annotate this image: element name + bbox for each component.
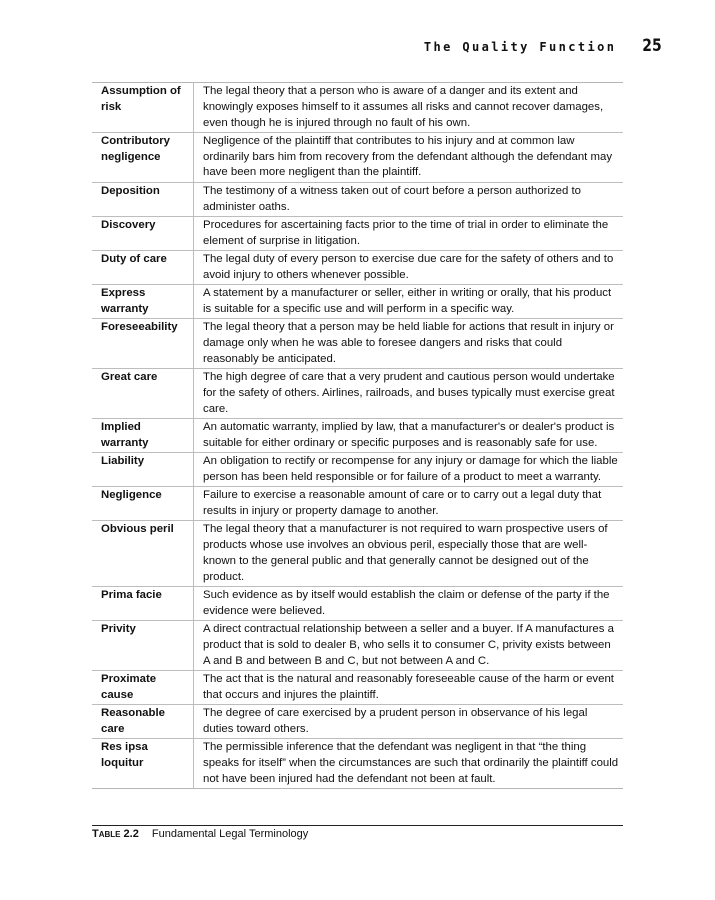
- term-cell: Implied warranty: [92, 418, 194, 452]
- page-number: 25: [642, 36, 662, 56]
- table-row: [92, 285, 623, 319]
- table-row: [92, 250, 623, 284]
- table-row: [92, 739, 623, 789]
- definition-cell: Negligence of the plaintiff that contributes to his injury and at common law ordinarily bars him from recovery from the defendant although the defendant may have been more negligent than the plaintiff.: [194, 132, 624, 182]
- definition-cell: Failure to exercise a reasonable amount of care or to carry out a legal duty that results in injury or property damage to another.: [194, 487, 624, 521]
- caption-text: Fundamental Legal Terminology: [151, 828, 309, 840]
- table-row: [92, 586, 623, 620]
- caption-label: Table 2.2: [92, 828, 139, 840]
- table-row: [92, 132, 623, 182]
- table-row: [92, 453, 623, 487]
- caption-divider: [92, 825, 623, 826]
- table-row: [92, 621, 623, 671]
- term-cell: Foreseeability: [92, 319, 194, 369]
- definition-cell: A statement by a manufacturer or seller, either in writing or orally, that his product is suitable for a specific use and will perform in a specific way.: [194, 285, 624, 319]
- table-row: [92, 521, 623, 587]
- table-row: [92, 319, 623, 369]
- term-cell: Res ipsa loquitur: [92, 739, 194, 789]
- term-cell: Privity: [92, 621, 194, 671]
- table-row: [92, 216, 623, 250]
- table-caption: [92, 827, 308, 841]
- table-row: [92, 487, 623, 521]
- term-cell: Contributory negligence: [92, 132, 194, 182]
- term-cell: Negligence: [92, 487, 194, 521]
- table-row: [92, 369, 623, 419]
- table-row: [92, 182, 623, 216]
- term-cell: Discovery: [92, 216, 194, 250]
- definition-cell: An automatic warranty, implied by law, that a manufacturer's or dealer's product is suitable for either ordinary or specific purposes and is reasonably safe for use.: [194, 418, 624, 452]
- definition-cell: The legal theory that a person may be held liable for actions that result in injury or damage only when he was able to foresee dangers and risks that could reasonably be anticipated.: [194, 319, 624, 369]
- term-cell: Express warranty: [92, 285, 194, 319]
- definition-cell: Procedures for ascertaining facts prior to the time of trial in order to eliminate the element of surprise in litigation.: [194, 216, 624, 250]
- term-cell: Proximate cause: [92, 670, 194, 704]
- definition-cell: The degree of care exercised by a prudent person in observance of his legal duties toward others.: [194, 704, 624, 738]
- definition-cell: The high degree of care that a very prudent and cautious person would undertake for the safety of others. Airlines, railroads, and buses typically must exercise great care.: [194, 369, 624, 419]
- term-cell: Obvious peril: [92, 521, 194, 587]
- definition-cell: An obligation to rectify or recompense for any injury or damage for which the liable person has been held responsible or for failure of a product to meet a warranty.: [194, 453, 624, 487]
- chapter-title: The Quality Function: [423, 40, 617, 54]
- definition-cell: The legal theory that a manufacturer is not required to warn prospective users of products whose use involves an obvious peril, especially those that are well-known to the general public and that generally cannot be designed out of the product.: [194, 521, 624, 587]
- term-cell: Great care: [92, 369, 194, 419]
- table-row: [92, 704, 623, 738]
- definition-cell: Such evidence as by itself would establish the claim or defense of the party if the evidence were believed.: [194, 586, 624, 620]
- definition-cell: The legal duty of every person to exercise due care for the safety of others and to avoid injury to others whenever possible.: [194, 250, 624, 284]
- term-cell: Prima facie: [92, 586, 194, 620]
- legal-terminology-table: [92, 82, 623, 789]
- term-cell: Liability: [92, 453, 194, 487]
- term-cell: Reasonable care: [92, 704, 194, 738]
- definition-cell: A direct contractual relationship between a seller and a buyer. If A manufactures a product that is sold to dealer B, who sells it to consumer C, privity exists between A and B and between B and C, but not between A and C.: [194, 621, 624, 671]
- term-cell: Deposition: [92, 182, 194, 216]
- term-cell: Assumption of risk: [92, 83, 194, 133]
- table-row: [92, 670, 623, 704]
- definition-cell: The testimony of a witness taken out of court before a person authorized to administer oaths.: [194, 182, 624, 216]
- definition-cell: The permissible inference that the defendant was negligent in that “the thing speaks for itself” when the circumstances are such that ordinarily the plaintiff could not have been injured had the defendant not been at fault.: [194, 739, 624, 789]
- running-header: [92, 36, 662, 56]
- table-row: [92, 83, 623, 133]
- table-row: [92, 418, 623, 452]
- term-cell: Duty of care: [92, 250, 194, 284]
- definition-cell: The act that is the natural and reasonably foreseeable cause of the harm or event that occurs and injures the plaintiff.: [194, 670, 624, 704]
- definition-cell: The legal theory that a person who is aware of a danger and its extent and knowingly exposes himself to it assumes all risks and cannot recover damages, even though he is injured through no fault of his own.: [203, 85, 604, 129]
